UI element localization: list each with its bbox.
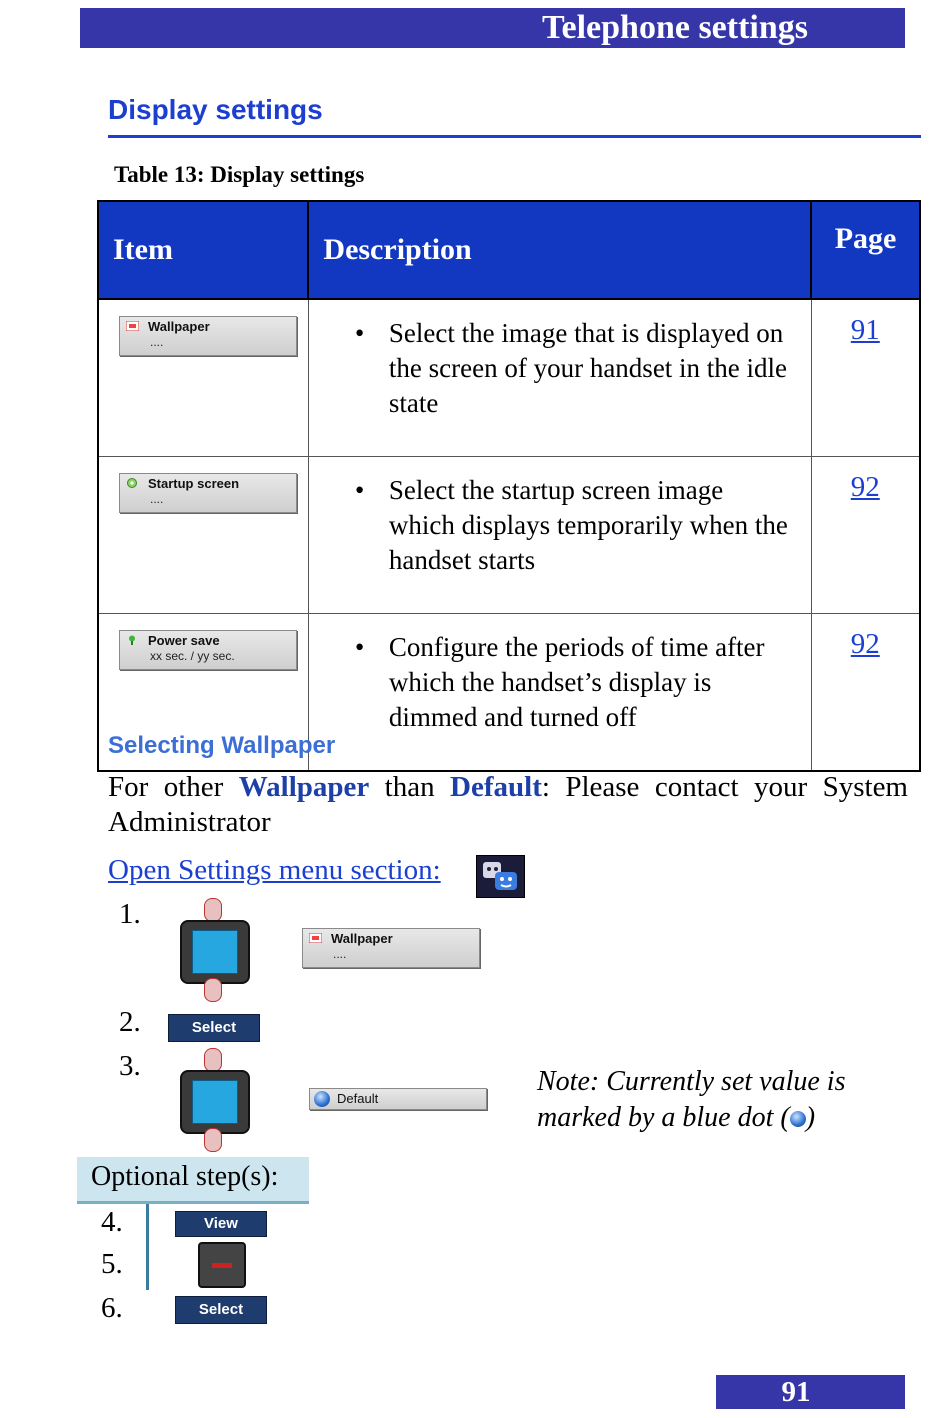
optional-steps-box [77, 1157, 309, 1201]
finger-down-icon [204, 978, 222, 1002]
table-row [98, 457, 920, 614]
wallpaper-icon [309, 933, 322, 943]
column-header-description: Description [308, 201, 811, 299]
page-cell [811, 614, 920, 772]
description-text: • Select the image that is displayed on the screen of your handset in the idle state [355, 316, 793, 421]
table-row [98, 299, 920, 457]
header-bar [80, 8, 905, 48]
screen-item-label: Default [337, 1091, 379, 1106]
navigation-key-up-down[interactable] [180, 1048, 250, 1152]
view-softkey[interactable]: View [175, 1211, 267, 1237]
blue-dot-icon [314, 1091, 330, 1107]
item-cell [98, 299, 308, 457]
default-term: Default [450, 771, 542, 803]
select-softkey[interactable]: Select [175, 1296, 267, 1324]
column-header-page: Page [811, 201, 920, 299]
page-number: 91 [781, 1376, 811, 1408]
power-save-icon [126, 635, 139, 645]
power-save-screen-item [119, 630, 297, 670]
note-line: ) [805, 1102, 816, 1133]
step-number: 6. [101, 1292, 123, 1324]
wallpaper-paragraph [108, 770, 908, 840]
finger-down-icon [204, 1128, 222, 1152]
screen-item-value: .... [333, 947, 347, 961]
display-settings-table [97, 200, 921, 772]
select-softkey[interactable]: Select [168, 1014, 260, 1042]
table-caption: Table 13: Display settings [114, 162, 365, 187]
section-title: Display settings [108, 94, 323, 125]
screen-item-value: .... [150, 335, 164, 349]
description-cell [308, 299, 811, 457]
description-cell [308, 457, 811, 614]
paragraph-text: than [369, 771, 451, 803]
note-line: Note: Currently set value is [537, 1066, 846, 1097]
description-cell [308, 614, 811, 772]
finger-up-icon [204, 898, 222, 922]
column-header-item: Item [98, 201, 308, 299]
description-text: • Select the startup screen image which displays temporarily when the handset starts [355, 473, 793, 578]
startup-icon [126, 478, 139, 488]
description-text: • Configure the periods of time after which the handset’s display is dimmed and turned off [355, 630, 793, 735]
navigation-key-up-down[interactable] [180, 898, 250, 1002]
item-cell [98, 457, 308, 614]
wallpaper-icon [126, 321, 139, 331]
mute-key-icon[interactable] [198, 1242, 246, 1288]
screen-item-label: Wallpaper [148, 319, 210, 334]
optional-divider [77, 1201, 309, 1204]
step-number: 2. [119, 1006, 141, 1038]
screen-item-value: xx sec. / yy sec. [150, 649, 235, 663]
optional-steps-label: Optional step(s): [91, 1161, 279, 1192]
blue-dot-icon [790, 1111, 806, 1127]
footer-bar [716, 1375, 905, 1409]
settings-menu-icon[interactable] [476, 855, 525, 898]
step-number: 5. [101, 1248, 123, 1280]
note-line: marked by a blue dot ( [537, 1102, 790, 1133]
startup-screen-item [119, 473, 297, 513]
screen-item-label: Wallpaper [331, 931, 393, 946]
paragraph-text: For other [108, 771, 239, 803]
wallpaper-screen-item[interactable] [302, 928, 480, 968]
wallpaper-term: Wallpaper [238, 771, 370, 803]
screen-item-value: .... [150, 492, 164, 506]
table-header-row [98, 201, 920, 299]
screen-item-label: Power save [148, 633, 220, 648]
step-number: 4. [101, 1206, 123, 1238]
page-cell [811, 299, 920, 457]
screen-item-label: Startup screen [148, 476, 240, 491]
page-link[interactable]: 91 [850, 314, 880, 346]
subsection-title: Selecting Wallpaper [108, 732, 336, 759]
step-number: 1. [119, 898, 141, 930]
note-text [537, 1064, 845, 1136]
page-link[interactable]: 92 [850, 628, 880, 660]
section-divider [108, 135, 921, 138]
paragraph-text: : Please contact your System Administrator [108, 771, 908, 838]
open-settings-link[interactable]: Open Settings menu section: [108, 854, 441, 886]
step-number: 3. [119, 1050, 141, 1082]
default-option-item[interactable] [309, 1088, 487, 1110]
header-title: Telephone settings [541, 9, 808, 46]
page-link[interactable]: 92 [850, 471, 880, 503]
page-cell [811, 457, 920, 614]
optional-vertical-line [146, 1204, 149, 1290]
finger-up-icon [204, 1048, 222, 1072]
wallpaper-screen-item [119, 316, 297, 356]
